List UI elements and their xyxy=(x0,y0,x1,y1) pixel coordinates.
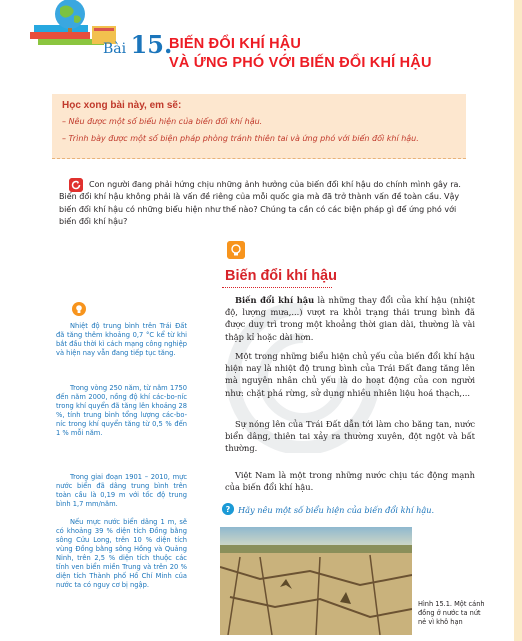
section-title: Biến đổi khí hậu xyxy=(225,268,337,284)
refresh-icon xyxy=(69,178,83,192)
goal-item-1: – Nêu được một số biểu hiện của biến đổi khí hậu. xyxy=(62,117,263,126)
definition-term: Biến đổi khí hậu xyxy=(235,295,315,305)
question-text: Hãy nêu một số biểu hiện của biến đổi khí hậu. xyxy=(238,505,435,515)
definition-text: là những thay đổi của khí hậu (nhiệt độ, lượng mưa,...) vượt ra khỏi trạng thái trung bình đã được duy trì trong một khoảng thời gian dài, thường là vài thập kỉ hoặc dài hơn. xyxy=(225,295,475,342)
lesson-title-line2: VÀ ỨNG PHÓ VỚI BIẾN ĐỔI KHÍ HẬU xyxy=(169,55,432,71)
sidebar-paragraph-3: Trong giai đoạn 1901 – 2010, mực nước biển đã dâng trung bình trên toàn cầu là 0,19 m với tốc độ trung bình 1,7 mm/năm. xyxy=(56,473,187,509)
lesson-title xyxy=(169,35,432,73)
sidebar-paragraph-4: Nếu mực nước biển dâng 1 m, sẽ có khoảng 39 % diện tích Đồng bằng sông Cửu Long, trên 10 % diện tích vùng Đồng bằng sông Hồng và Quảng Ninh, trên 2,5 % diện tích thuộc các tỉnh ven biển miền Trung và trên 20 % diện tích Thành phố Hồ Chí Minh của nước ta có nguy cơ bị ngập. xyxy=(56,518,187,590)
intro-text: Con người đang phải hứng chịu những ảnh hưởng của biến đổi khí hậu do chính mình gây ra. Biến đổi khí hậu không phải là vấn đề riêng của mỗi quốc gia mà đã trở thành vấn đề toàn cầu. Vậy biến đổi khí hậu có những biểu hiện như thế nào? Chúng ta cần có các biện pháp gì để ứng phó với biến đổi khí hậu? xyxy=(59,180,461,227)
goals-title: Học xong bài này, em sẽ: xyxy=(62,100,182,111)
learning-goals-box xyxy=(52,94,466,159)
sidebar-paragraph-1: Nhiệt độ trung bình trên Trái Đất đã tăng thêm khoảng 0,7 °C kể từ khi bắt đầu thời kì cách mạng công nghiệp và hiện nay vẫn đang tiếp tục tăng. xyxy=(56,322,187,358)
svg-text:?: ? xyxy=(225,505,231,514)
goal-item-2: – Trình bày được một số biện pháp phòng tránh thiên tai và ứng phó với biến đổi khí hậu. xyxy=(62,134,419,143)
figure-caption: Hình 15.1. Một cánh đồng ở nước ta nứt nẻ vì khô hạn xyxy=(418,600,485,626)
body-paragraph-3: Sự nóng lên của Trái Đất dẫn tới làm cho băng tan, nước biển dâng, thiên tai xảy ra thường xuyên, đột ngột và bất thường. xyxy=(225,419,475,454)
lesson-number xyxy=(103,30,172,59)
page-edge xyxy=(514,0,522,641)
info-bulb-icon xyxy=(72,302,86,316)
body-paragraph-2: Một trong những biểu hiện chủ yếu của biến đổi khí hậu hiện nay là nhiệt độ trung bình của Trái Đất đang tăng lên mà nguyên nhân chủ yếu là do hoạt động của con người như: chặt phá rừng, sử dụng nhiều nhiên liệu hoá thạch,... xyxy=(225,351,475,398)
lesson-title-line1: BIẾN ĐỔI KHÍ HẬU xyxy=(169,36,302,52)
lightbulb-icon xyxy=(227,241,245,259)
lesson-prefix: Bài xyxy=(103,41,127,57)
sidebar-paragraph-2: Trong vòng 250 năm, từ năm 1750 đến năm 2000, nồng độ khí các-bo-níc trong khí quyển đã tăng lên khoảng 28 %, tính trung bình tổng lượng các-bo-níc trong khí quyển tăng từ 0,5 % đến 1 % mỗi năm. xyxy=(56,384,187,438)
section-underline xyxy=(222,287,332,288)
question-icon xyxy=(222,503,234,515)
body-paragraph-4: Việt Nam là một trong những nước chịu tác động mạnh của biến đổi khí hậu. xyxy=(225,470,475,493)
cracked-field-photo xyxy=(220,527,412,635)
definition-paragraph xyxy=(225,294,475,343)
lesson-number-value: 15. xyxy=(130,30,173,59)
